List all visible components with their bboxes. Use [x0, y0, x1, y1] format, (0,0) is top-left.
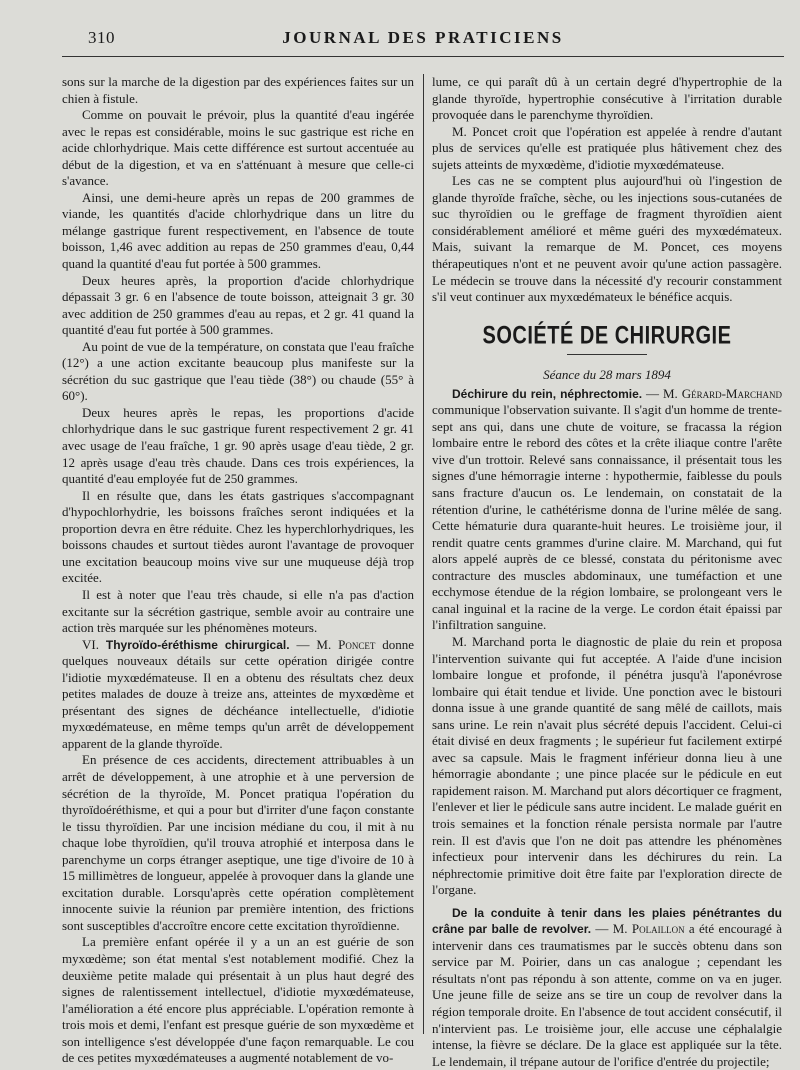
dash: — M. — [642, 385, 682, 401]
paragraph: En présence de ces accidents, directement attribuables à un arrêt de développement, à une atrophie et à une perversion de sécrétion de la thyroïde, M. Poncet pratiqua l'opération du thyroïdoéréthisme, et qui a pour but d'irriter d'une façon constante le tissu thyroïdien. Par une incision médiane du cou, il mit à nu chaque lobe thyroïdien, qu'il trouva atrophié et interposa dans le parenchyme un corps étranger aseptique, une tige d'ivoire de 10 à 15 millimètres de longueur, appelée à provoquer dans la glande une excitation durable. Lorsqu'après cette opération complètement innocente suivie la réunion par première intention, des frictions sont susceptibles d'accroître encore cette excitation thyroïdienne. — [62, 752, 414, 933]
paragraph: lume, ce qui paraît dû à un certain degré d'hypertrophie de la glande thyroïde, hypertrophie consécutive à l'irritation durable provoquée dans le parenchyme thyroïdien. — [432, 74, 782, 123]
session-date: Séance du 28 mars 1894 — [543, 367, 671, 383]
paragraph: Les cas ne se comptent plus aujourd'hui où l'ingestion de glande thyroïde fraîche, sèche, ou les injections sous-cutanées de suc thyroïdien ou le greffage de fragment thyroïdien aient considérablement amélioré et même guéri des myxœdémateux. Mais, suivant la remarque de M. Poncet, ces moyens thérapeutiques n'ont et ne peuvent avoir qu'une action passagère. Le médecin se trouve dans la nécessité d'y recourir constamment s'il veut continuer aux myxœdémateux le bénéfice acquis. — [432, 173, 782, 305]
author-name: Poncet — [338, 636, 376, 652]
dash: — M. — [289, 636, 339, 652]
paragraph-thyroido-erethisme — [62, 637, 414, 753]
paragraph: Ainsi, une demi-heure après un repas de 200 grammes de viande, les quantités d'acide chlorhydrique dans un litre du mélange gastrique furent respectivement, en l'absence de toute boisson, 1,46 avec addition au repas de 250 grammes d'eau, 0,44 quand la quantité d'eau fut portée à 500 grammes. — [62, 189, 414, 272]
dash: — M. — [591, 921, 632, 937]
right-column — [432, 74, 782, 1069]
author-name: Polaillon — [631, 921, 685, 937]
section-rule — [567, 354, 647, 355]
author-name: Gérard-Marchand — [681, 385, 782, 401]
column-divider — [423, 74, 424, 1034]
paragraph-plaies-crane — [432, 905, 782, 1070]
paragraph: sons sur la marche de la digestion par des expériences faites sur un chien à fistule. — [62, 74, 414, 106]
paragraph: Il est à noter que l'eau très chaude, si elle n'a pas d'action excitante sur la sécrétion gastrique, semble avoir au contraire une action très marquée sur les phénomènes moteurs. — [62, 586, 414, 636]
paragraph: La première enfant opérée il y a un an est guérie de son myxœdème; son état mental s'est notablement modifié. Chez la deuxième petite malade qui présentait à un plus haut degré des signes de ralentissement intellectuel, d'idiotie myxœdémateuse, l'amélioration a été encore plus appréciable. L'opération remonte à trois mois et demi, l'enfant est presque guérie de son myxœdème et son intelligence s'est développée d'une façon remarquable. Le cou de ces petites myxœdémateuses a augmenté notablement de vo- — [62, 934, 414, 1066]
header-rule — [62, 56, 784, 57]
page-number: 310 — [88, 28, 115, 47]
section-heading: SOCIÉTÉ DE CHIRURGIE — [482, 321, 732, 350]
paragraph-body: communique l'observation suivante. Il s'agit d'un homme de trente-sept ans qui, dans une chute de voiture, se fracassa la région lombaire entre le rebord des côtes et la crête iliaque contre l'arête vive d'un trottoir. Relevé sans connaissance, il présentait tous les signes d'une hémorragie interne : hypothermie, faiblesse du pouls sans fracture d'aucun os. Le lendemain, on constatait de la rétention d'urine, le cathétérisme donna de l'urine mêlée de sang. Cette hématurie dura quarante-huit heures. Le troisième jour, il rendit quatre cents grammes d'urine claire. M. Marchand, qui fut alors appelé auprès de ce blessé, constata du péritonisme avec contracture des muscles abdominaux, une tuméfaction et une ecchymose étendue de la région lombaire, se prolongeant vers le canal inguinal et la racine de la verge. Le cordon était épaissi par l'infiltration sanguine. — [432, 402, 782, 633]
paragraph: Au point de vue de la température, on constata que l'eau fraîche (12°) a une action excitante beaucoup plus manifeste sur la sécrétion du suc gastrique que l'eau tiède (38°) ou chaude (55° à 60°). — [62, 338, 414, 404]
section-number: VI. — [82, 636, 106, 652]
page-header — [62, 28, 784, 54]
paragraph: M. Poncet croit que l'opération est appelée à rendre d'autant plus de services qu'elle est pratiquée plus hâtivement chez des sujets atteints de myxœdème, d'idiotie myxœdémateuse. — [432, 123, 782, 172]
journal-title: JOURNAL DES PRATICIENS — [282, 28, 564, 47]
left-column — [62, 74, 414, 1066]
article-title: Thyroïdo-éréthisme chirurgical. — [105, 637, 290, 652]
paragraph: M. Marchand porta le diagnostic de plaie du rein et proposa l'intervention suivante qui fut acceptée. A l'aide d'une incision lombaire longue et profonde, il pénétra jusqu'à l'aponévrose lombaire qui était tendue et livide. Une ponction avec le bistouri donna issue à une grande quantité de sang mêlé de caillots, mais sans urine. Le rein n'avait plus sécrété depuis l'accident. Celui-ci était divisé en deux fragments ; le supérieur fut facilement extirpé avec sa capsule. Mais le fragment inférieur donna lieu à une hémorragie abondante ; une pince placée sur le pédicule en eut rapidement raison. M. Marchand put alors décortiquer ce fragment, l'enlever et lier le pédicule sans autre incident. Le malade guérit en trois semaines et la fonction rénale persista normale par l'autre rein. Il est d'avis que l'on ne doit pas attendre les phénomènes infectieux pour intervenir dans les déchirures du rein. La néphrectomie primitive doit être faite par l'exploration directe de l'organe. — [432, 633, 782, 898]
article-title: Déchirure du rein, néphrectomie. — [452, 386, 643, 401]
paragraph: Deux heures après le repas, les proportions d'acide chlorhydrique dans le suc gastrique furent respectivement 2 gr. 41 avec usage de l'eau fraîche, 1 gr. 90 après usage d'eau tiède, 2 gr. 12 après usage d'eau très chaude. Dans ces trois expériences, la quantité d'eau employée fut de 250 grammes. — [62, 404, 414, 487]
paragraph: Il en résulte que, dans les états gastriques s'accompagnant d'hypochlorhydrie, les boissons fraîches seront indiquées et la proportion devra en être réduite. Chez les hyperchlorhydriques, les boissons chaudes et surtout tièdes auront l'avantage de provoquer une excitation beaucoup moins vive sur une muqueuse déjà trop excitée. — [62, 487, 414, 586]
paragraph: Deux heures après, la proportion d'acide chlorhydrique dépassait 3 gr. 6 en l'absence de toute boisson, atteignait 3 gr. 30 avec addition de 250 grammes d'eau au repas, et 2 gr. 41 quand la quantité d'eau fut portée à 500 grammes. — [62, 272, 414, 338]
paragraph-dechirure-rein — [432, 386, 782, 634]
article-title: De la conduite à tenir dans les plaies pénétrantes du crâne par balle de revolver. — [432, 905, 782, 937]
paragraph-body: a été encouragé à intervenir dans ces traumatismes par le succès obtenu dans son service par M. Poirier, dans un cas analogue ; cependant les résultats n'ont pas répondu à son attente, comme on va en juger. Une jeune fille de seize ans se tire un coup de revolver dans la région temporale droite. En l'absence de tout accident consécutif, il n'intervient pas. Le troisième jour, elle accuse une céphalalgie intense, la fièvre se déclare. De la glace est appliquée sur la tête. Le lendemain, il trépane autour de l'orifice d'entrée du projectile; — [432, 921, 782, 1069]
paragraph: Comme on pouvait le prévoir, plus la quantité d'eau ingérée avec le repas est considérable, moins le suc gastrique est riche en acide chlorhydrique. Mais cette différence est surtout accentuée au début de la digestion, et va en s'atténuant à mesure que celle-ci s'avance. — [62, 107, 414, 189]
paragraph-body: donne quelques nouveaux détails sur cette opération dirigée contre l'idiotie myxœdémateuse. Il en a obtenu des résultats chez deux petites malades de douze à treize ans, atteintes de myxœdème et présentant des signes de déchéance intellectuelle, d'idiotie myxœdémateuse, en même temps qu'un arrêt de développement apparent de la glande thyroïde. — [62, 636, 414, 751]
